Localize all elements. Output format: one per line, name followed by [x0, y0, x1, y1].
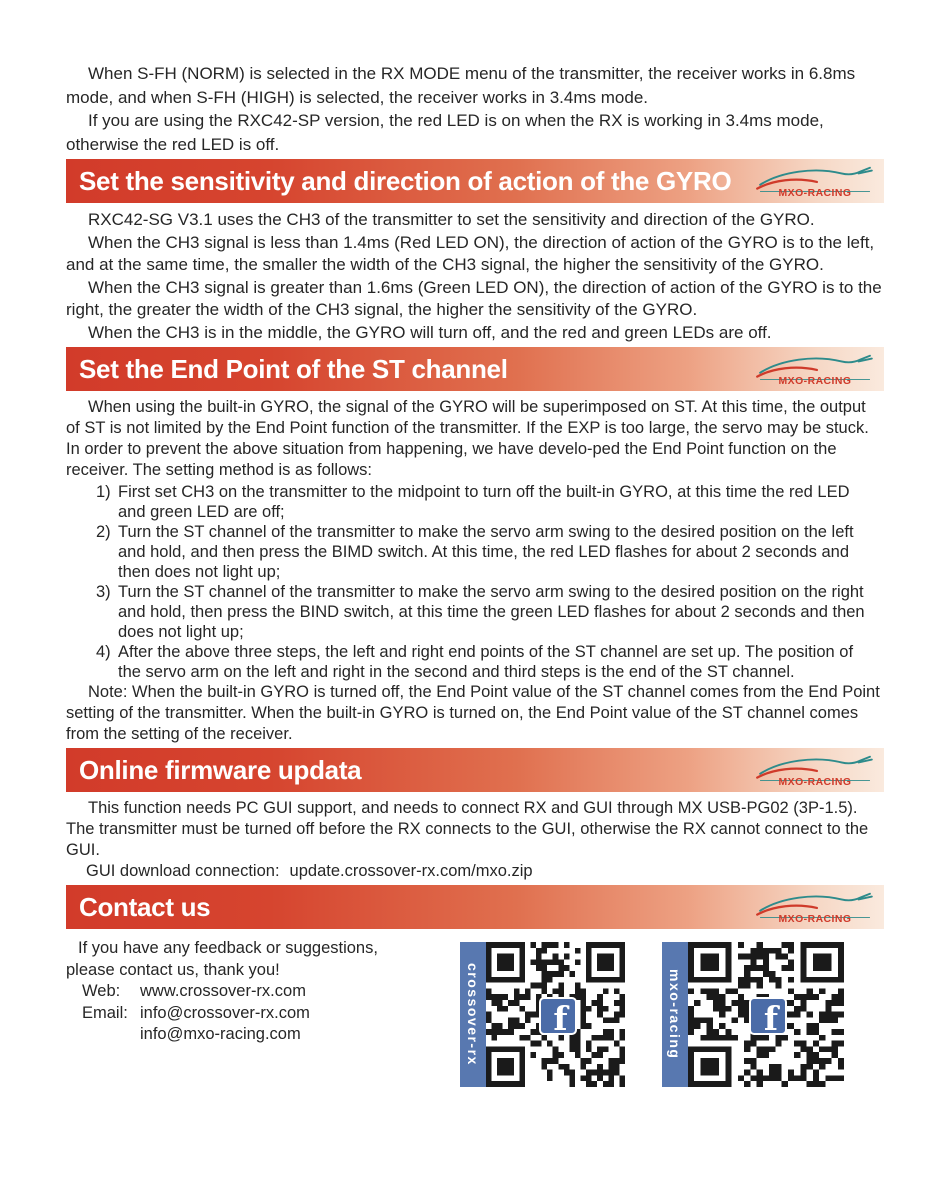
section-title-endpoint: Set the End Point of the ST channel	[79, 353, 508, 384]
gyro-paragraph-2: When the CH3 signal is less than 1.4ms (Red LED ON), the direction of action of the GYRO is to the left, and at the same time, the smaller the width of the CH3 signal, the higher the sensitivity of the GYRO.	[66, 232, 875, 274]
logo-text: MXO-RACING	[778, 914, 852, 925]
contact-area	[66, 938, 884, 1098]
web-url: www.crossover-rx.com	[140, 982, 306, 1000]
list-item	[66, 522, 884, 582]
contact-email-row-2	[66, 1024, 441, 1046]
web-label: Web:	[82, 982, 121, 1000]
intro-paragraph-2: If you are using the RXC42-SP version, the red LED is on when the RX is working in 3.4ms mode, otherwise the red LED is off.	[66, 111, 824, 154]
qr-code-image	[688, 942, 844, 1087]
email-label: Email:	[82, 1003, 128, 1022]
email-label-spacer	[82, 1024, 140, 1046]
list-item-text: Turn the ST channel of the transmitter to make the servo arm swing to the desired position on the left and hold, and then press the BIMD switch. At this time, the red LED flashes for about 2 seconds and then does not light up;	[118, 523, 854, 581]
list-item	[66, 582, 884, 642]
email-address-1: info@crossover-rx.com	[140, 1003, 310, 1022]
list-item-marker: 1)	[96, 483, 111, 501]
qr-label-strip: mxo-racing	[662, 942, 688, 1087]
mxo-racing-logo	[752, 752, 878, 788]
page-content	[66, 0, 884, 1098]
endpoint-note: Note: When the built-in GYRO is turned off, the End Point value of the ST channel comes from the End Point setting of the transmitter. When the built-in GYRO is turned on, the End Point value of the ST channel comes from the setting of the receiver.	[66, 683, 880, 743]
list-item-text: Turn the ST channel of the transmitter to make the servo arm swing to the desired position on the right and hold, then press the BIND switch, at this time the green LED flashes for about 2 seconds and then does not light up;	[118, 583, 865, 641]
facebook-icon: f	[749, 997, 787, 1035]
gyro-paragraph-4: When the CH3 is in the middle, the GYRO will turn off, and the red and green LEDs are off.	[88, 322, 772, 342]
logo-text: MXO-RACING	[778, 188, 852, 199]
qr-block-mxo-racing	[662, 942, 844, 1087]
qr-label-strip: crossover-rx	[460, 942, 486, 1087]
download-label: GUI download connection:	[86, 862, 280, 880]
firmware-download-line	[66, 861, 884, 882]
section-header-firmware	[66, 748, 884, 792]
list-item-marker: 3)	[96, 583, 111, 601]
facebook-icon: f	[539, 997, 577, 1035]
logo-text: MXO-RACING	[778, 777, 852, 788]
mxo-racing-logo	[752, 889, 878, 925]
section-header-contact	[66, 885, 884, 929]
contact-email-row-1	[66, 1003, 441, 1025]
section-header-endpoint	[66, 347, 884, 391]
qr-block-crossover-rx	[460, 942, 625, 1087]
logo-text: MXO-RACING	[778, 376, 852, 387]
intro-paragraph-1: When S-FH (NORM) is selected in the RX MODE menu of the transmitter, the receiver works in 6.8ms mode, and when S-FH (HIGH) is selected, the receiver works in 3.4ms mode.	[66, 64, 856, 107]
section-title-gyro: Set the sensitivity and direction of action of the GYRO	[79, 165, 732, 196]
mxo-racing-logo	[752, 351, 878, 387]
section-title-firmware: Online firmware updata	[79, 754, 362, 785]
list-item-marker: 4)	[96, 643, 111, 661]
qr-code-image	[486, 942, 625, 1087]
list-item-text: After the above three steps, the left and right end points of the ST channel are set up. The position of the servo arm on the left and right in the second and third steps is the end of the ST channel.	[118, 643, 854, 681]
download-url: update.crossover-rx.com/mxo.zip	[289, 862, 533, 880]
endpoint-intro: When using the built-in GYRO, the signal of the GYRO will be superimposed on ST. At this time, the output of ST is not limited by the End Point function of the transmitter. If the EXP is too large, the servo may be stuck. In order to prevent the above situation from happening, we have develo-ped the End Point function on the receiver. The setting method is as follows:	[66, 398, 869, 479]
contact-text-column	[66, 938, 441, 1046]
mxo-racing-logo	[752, 163, 878, 199]
section-title-contact: Contact us	[79, 891, 211, 922]
contact-feedback-line-1: If you have any feedback or suggestions,	[78, 939, 378, 957]
list-item-marker: 2)	[96, 523, 111, 541]
list-item	[66, 482, 884, 522]
contact-web-row	[66, 981, 441, 1003]
firmware-paragraph: This function needs PC GUI support, and needs to connect RX and GUI through MX USB-PG02 (3P-1.5). The transmitter must be turned off before the RX connects to the GUI, otherwise the RX cannot connect to the GUI.	[66, 799, 869, 859]
list-item	[66, 642, 884, 682]
email-address-2: info@mxo-racing.com	[140, 1025, 301, 1043]
gyro-paragraph-3: When the CH3 signal is greater than 1.6ms (Green LED ON), the direction of action of the GYRO is to the right, the greater the width of the CH3 signal, the higher the sensitivity of the GYRO.	[66, 277, 882, 319]
contact-feedback-line-2: please contact us, thank you!	[66, 960, 280, 979]
endpoint-steps-list	[66, 482, 884, 682]
gyro-paragraph-1: RXC42-SG V3.1 uses the CH3 of the transmitter to set the sensitivity and direction of the GYRO.	[88, 210, 815, 229]
section-header-gyro	[66, 159, 884, 203]
list-item-text: First set CH3 on the transmitter to the midpoint to turn off the built-in GYRO, at this time the red LED and green LED are off;	[118, 483, 850, 521]
